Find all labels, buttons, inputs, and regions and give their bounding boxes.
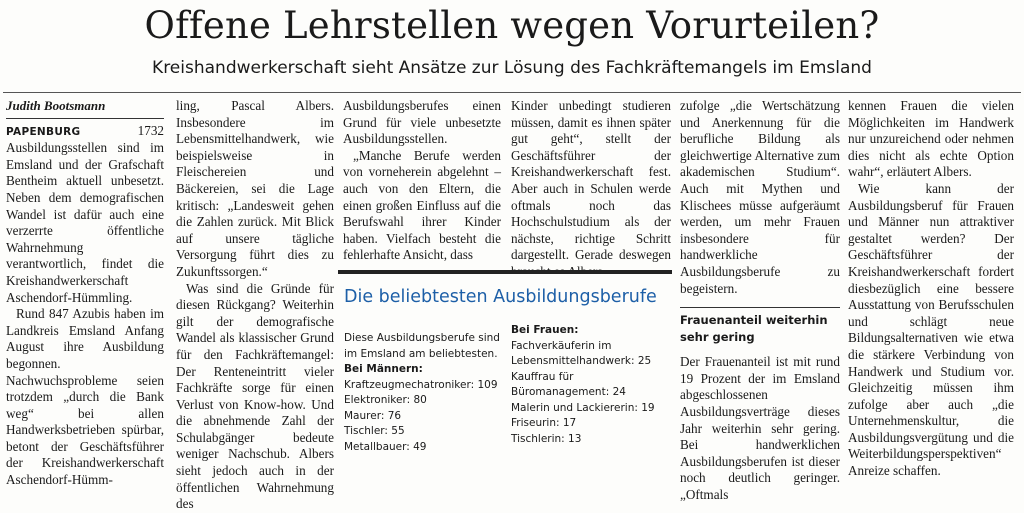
paragraph: Kinder unbedingt studieren müssen, damit es ihnen später gut geht“, stellt der Geschäftsführer der Kreishandwerkerschaft fest. Aber auch in Schulen werde oftmals noch das Hochschulstudium als der nächste, richtige Schritt dargestellt. Gerade deswegen — [511, 98, 671, 263]
paragraph: Ausbildungsberufes einen Grund für viele unbesetzte Ausbildungsstellen. — [343, 98, 501, 147]
paragraph: Rund 847 Azubis haben im Landkreis Emsland Anfang August ihre Ausbildung begonnen. Nachwuchsprobleme seien trotzdem „durch die Bank weg“ bei allen Handwerksbetrieben spürbar, betont der Geschäftsführer der Kreishandwerkerschaft Aschendorf-Hümm- — [6, 306, 164, 488]
list-item: Tischler: 55 — [344, 425, 405, 437]
text-column-1 — [6, 98, 164, 489]
text-column-3 — [343, 98, 501, 264]
paragraph: Der Frauenanteil ist mit rund 19 Prozent der im Emsland abgeschlossenen Ausbildungsverträge dieses Jahr weiterhin sehr gering. Bei handwerklichen Ausbildungsberufen ist dieser noch deutlich geringer. „Oftmals — [680, 354, 840, 502]
paragraph — [6, 123, 164, 307]
list-item: Metallbauer: 49 — [344, 440, 427, 453]
text-column-4 — [511, 98, 671, 281]
list-item: Elektroniker: 80 — [344, 394, 427, 406]
section-divider — [680, 307, 840, 308]
author-byline: Judith Bootsmann — [6, 98, 164, 119]
text-column-6 — [848, 98, 1014, 480]
list-item: Friseurin: 17 — [511, 417, 577, 429]
paragraph: Was sind die Gründe für diesen Rückgang? Weiterhin gilt der demografische Wandel als klassischer Grund für den Fachkräftemangel: Der Renteneintritt vieler Fachkräfte sorge für einen Verlust von Know-how. Und die abnehmende Zahl der Schulabgänger bedeute weniger Nachschub. Albers sieht jedoch auch in der öffentlichen Wahrnehmung des — [176, 280, 334, 512]
dateline: PAPENBURG — [6, 125, 81, 138]
article-subheadline: Kreishandwerkerschaft sieht Ansätze zur Lösung des Fachkräftemangels im Emsland — [152, 58, 872, 78]
section-subtitle: Frauenanteil weiterhin sehr gering — [680, 313, 828, 345]
info-box-left-column — [344, 331, 504, 455]
info-box-title: Die beliebtesten Ausbildungsberufe — [344, 287, 657, 307]
info-box — [338, 270, 672, 464]
info-box-intro: Diese Ausbildungsberufe sind im Emsland am beliebtesten. — [344, 332, 500, 360]
text-column-5 — [680, 98, 840, 503]
paragraph: zufolge „die Wertschätzung und Anerkennung für die berufliche Bildung als gleichwertige Alternative zum akademischen Studium“. Auch mit Mythen und Klischees müsse aufgeräumt werden, um mehr Frauen insbesondere für handwerkliche Ausbildungsberufe zu begeistern. — [680, 98, 840, 296]
list-item: Malerin und Lackiererin: 19 — [511, 401, 655, 414]
paragraph-text: 1732 Ausbildungsstellen sind im Emsland und der Grafschaft Bentheim aktuell unbesetzt. Neben dem demografischen Wandel ist dafür auch eine verzerrte öffentliche Wahrnehmung verantwortlich, findet die Kreishandwerkerschaft Aschendorf-Hümmling. — [6, 122, 164, 305]
paragraph: kennen Frauen die vielen Möglichkeiten im Handwerk nur unzureichend oder nehmen dies nicht als echte Option wahr“, erläutert Albers. — [848, 98, 1014, 180]
article-headline: Offene Lehrstellen wegen Vorurteilen? — [144, 4, 880, 47]
headline-divider — [3, 92, 1021, 93]
list-item: Kraftzeugmechatroniker: 109 — [344, 378, 498, 391]
list-item: Kauffrau für Büromanagement: 24 — [511, 370, 626, 398]
list-item: Maurer: 76 — [344, 409, 402, 422]
list-item: Fachverkäuferin im Lebensmittelhandwerk: 25 — [511, 339, 652, 367]
women-heading: Bei Frauen: — [511, 324, 579, 336]
paragraph: „Manche Berufe werden von vorneherein abgelehnt – auch von den Eltern, die einen großen Einfluss auf die Berufswahl ihrer Kinder haben. Vielfach besteht die fehlerhafte Ansicht, dass — [343, 147, 501, 263]
text-column-2 — [176, 98, 334, 513]
paragraph: ling, Pascal Albers. Insbesondere im Lebensmittelhandwerk, wie beispielsweise in Fleischereien und Bäckereien, sei die Lage kritisch: „Landesweit gehen die Zahlen zurück. Mit Blick auf unsere tägliche Versorgung führt dies zu Zukunftssorgen.“ — [176, 98, 334, 279]
list-item: Tischlerin: 13 — [511, 432, 582, 445]
info-box-right-column — [511, 323, 671, 447]
men-heading: Bei Männern: — [344, 363, 423, 375]
paragraph: Wie kann der Ausbildungsberuf für Frauen und Männer nun attraktiver gestaltet werden? Der Geschäftsführer der Kreishandwerkerschaft fordert diesbezüglich eine bessere Ausstattung von Berufsschulen und schlägt neue Bildungsalternativen wie etwa die stärkere Verbindung von Handwerk und Studium vor. Gleichzeitig müssen ihm zufolge aber auch „die Unternehmenskultur, die Ausbildungsvergütung und die Weiterbildungsperspektiven“ Anreize schaffen. — [848, 180, 1014, 479]
